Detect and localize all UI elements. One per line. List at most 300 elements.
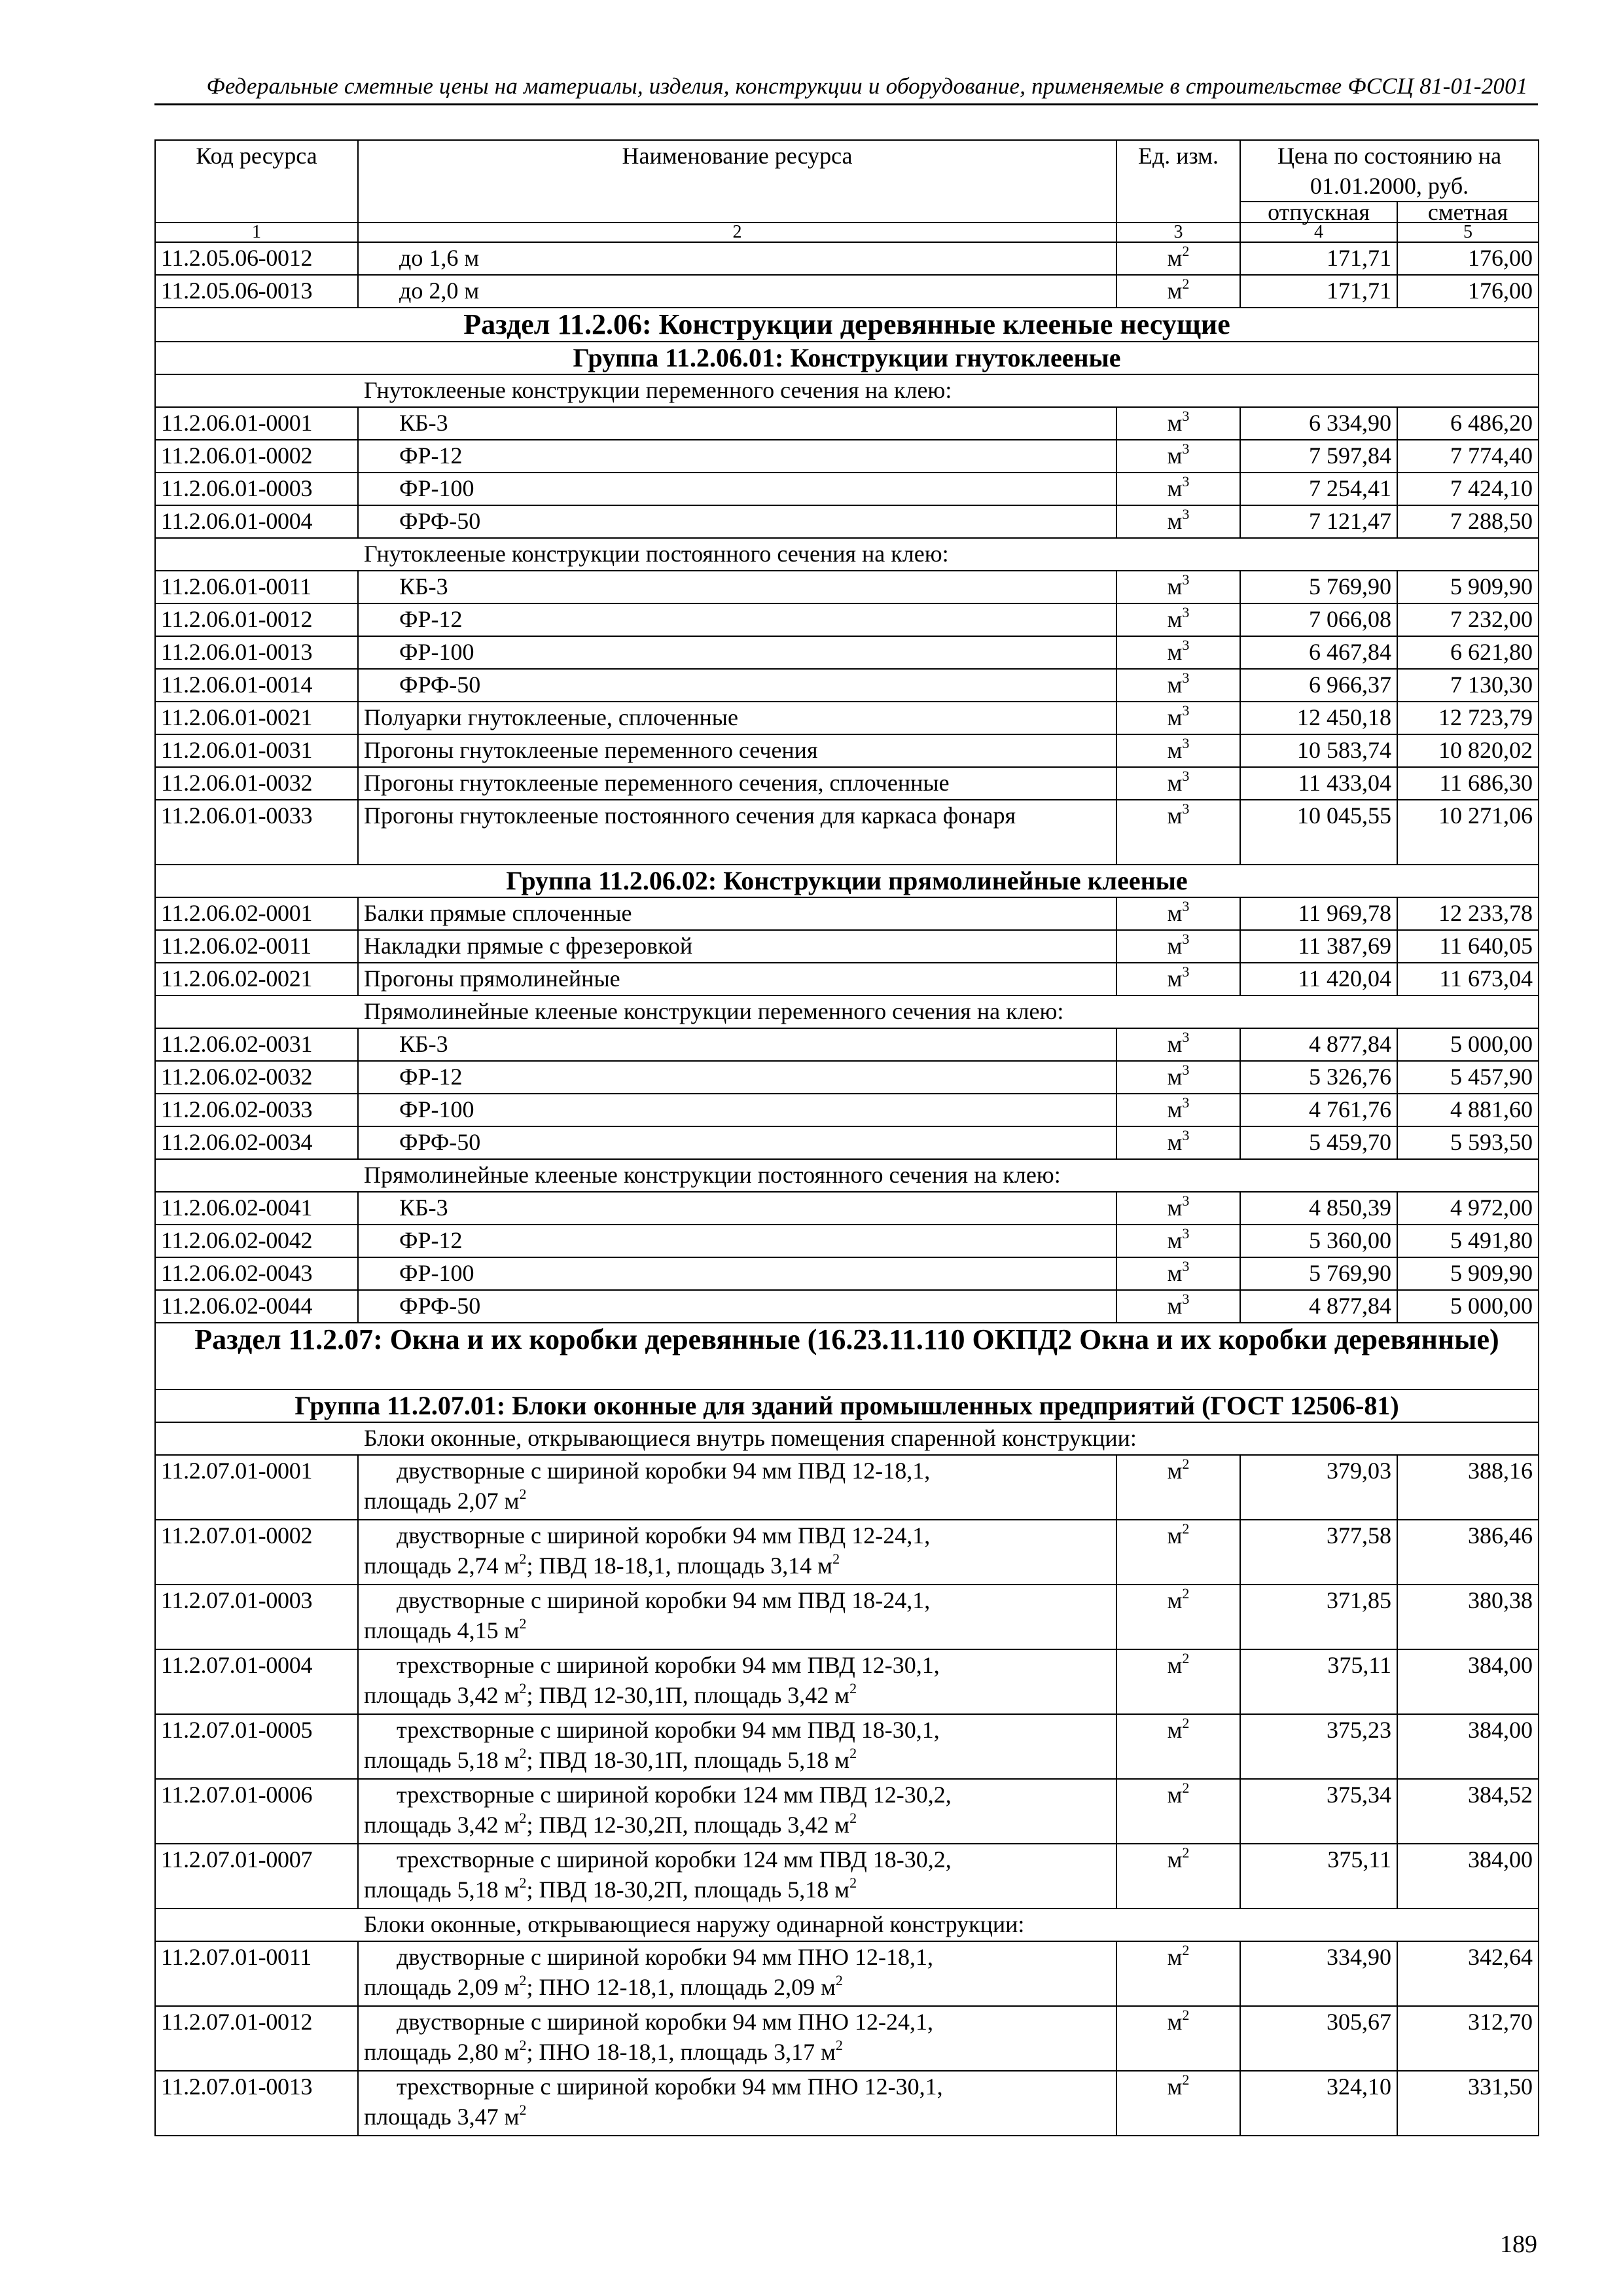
unit-exponent: 2 bbox=[519, 1874, 527, 1891]
unit: м bbox=[1167, 410, 1183, 436]
unit-exponent: 2 bbox=[519, 1745, 527, 1761]
release-price: 377,58 bbox=[1240, 1520, 1397, 1585]
resource-code: 11.2.07.01-0007 bbox=[155, 1844, 358, 1909]
estimate-price: 331,50 bbox=[1397, 2071, 1539, 2136]
release-price: 6 467,84 bbox=[1240, 636, 1397, 669]
resource-name bbox=[358, 1714, 1116, 1779]
resource-name: Прогоны гнутоклееные переменного сечения bbox=[358, 734, 1116, 767]
unit-cell bbox=[1116, 2071, 1240, 2136]
unit-exponent: 2 bbox=[1182, 1942, 1190, 1958]
unit: м bbox=[1167, 278, 1183, 304]
unit-exponent: 3 bbox=[1182, 931, 1190, 947]
table-row bbox=[155, 473, 1539, 505]
table-row bbox=[155, 440, 1539, 473]
unit-exponent: 2 bbox=[519, 1551, 527, 1567]
resource-code: 11.2.06.02-0011 bbox=[155, 930, 358, 963]
estimate-price: 7 424,10 bbox=[1397, 473, 1539, 505]
resource-code: 11.2.07.01-0012 bbox=[155, 2006, 358, 2071]
resource-name-line1: трехстворные с шириной коробки 124 мм ПВД 18-30,2, bbox=[397, 1846, 952, 1873]
estimate-price: 10 271,06 bbox=[1397, 800, 1539, 865]
subgroup-title: Блоки оконные, открывающиеся внутрь помещения спаренной конструкции: bbox=[155, 1422, 1539, 1455]
unit-cell bbox=[1116, 1941, 1240, 2006]
table-row bbox=[155, 242, 1539, 275]
resource-code: 11.2.06.02-0021 bbox=[155, 963, 358, 996]
release-price: 10 045,55 bbox=[1240, 800, 1397, 865]
unit-exponent: 3 bbox=[1182, 604, 1190, 620]
release-price: 5 326,76 bbox=[1240, 1061, 1397, 1094]
estimate-price: 4 881,60 bbox=[1397, 1094, 1539, 1126]
estimate-price: 5 457,90 bbox=[1397, 1061, 1539, 1094]
estimate-price: 11 686,30 bbox=[1397, 767, 1539, 800]
resource-name bbox=[358, 1520, 1116, 1585]
resource-name-line1: двустворные с шириной коробки 94 мм ПНО 12-24,1, bbox=[397, 2009, 934, 2035]
unit-exponent: 2 bbox=[1182, 243, 1190, 259]
unit-cell bbox=[1116, 669, 1240, 702]
resource-code: 11.2.06.02-0041 bbox=[155, 1192, 358, 1225]
resource-code: 11.2.07.01-0013 bbox=[155, 2071, 358, 2136]
resource-name-line1: трехстворные с шириной коробки 94 мм ПНО 12-30,1, bbox=[397, 2073, 943, 2100]
estimate-price: 12 723,79 bbox=[1397, 702, 1539, 734]
resource-code: 11.2.06.02-0043 bbox=[155, 1257, 358, 1290]
unit: м bbox=[1167, 802, 1183, 829]
column-number: 4 bbox=[1240, 223, 1397, 242]
table-row bbox=[155, 2006, 1539, 2071]
resource-name: КБ-3 bbox=[358, 407, 1116, 440]
unit: м bbox=[1167, 606, 1183, 632]
resource-name-line1: двустворные с шириной коробки 94 мм ПВД 12-24,1, bbox=[397, 1522, 931, 1549]
resource-name: КБ-3 bbox=[358, 1192, 1116, 1225]
unit-exponent: 3 bbox=[1182, 440, 1190, 457]
unit-exponent: 2 bbox=[849, 1680, 857, 1696]
estimate-price: 384,00 bbox=[1397, 1714, 1539, 1779]
table-row bbox=[155, 1520, 1539, 1585]
resource-name bbox=[358, 2071, 1116, 2136]
unit-exponent: 3 bbox=[1182, 571, 1190, 588]
resource-code: 11.2.06.02-0033 bbox=[155, 1094, 358, 1126]
resource-name: ФР-100 bbox=[358, 636, 1116, 669]
unit-exponent: 3 bbox=[1182, 800, 1190, 817]
resource-name: ФР-100 bbox=[358, 473, 1116, 505]
unit-exponent: 2 bbox=[1182, 2007, 1190, 2023]
unit: м bbox=[1167, 1458, 1183, 1484]
table-row bbox=[155, 1779, 1539, 1844]
group-title: Группа 11.2.07.01: Блоки оконные для зданий промышленных предприятий (ГОСТ 12506-81) bbox=[155, 1390, 1539, 1422]
estimate-price: 7 288,50 bbox=[1397, 505, 1539, 538]
unit-cell bbox=[1116, 1585, 1240, 1649]
resource-name bbox=[358, 1649, 1116, 1714]
resource-name: ФР-100 bbox=[358, 1257, 1116, 1290]
header-unit: Ед. изм. bbox=[1116, 140, 1240, 223]
unit-exponent: 3 bbox=[1182, 963, 1190, 980]
resource-name: Прогоны гнутоклееные переменного сечения, сплоченные bbox=[358, 767, 1116, 800]
resource-name bbox=[358, 1585, 1116, 1649]
unit-cell bbox=[1116, 963, 1240, 996]
subgroup-title-row bbox=[155, 1909, 1539, 1941]
unit: м bbox=[1167, 1944, 1183, 1970]
estimate-price: 5 909,90 bbox=[1397, 1257, 1539, 1290]
unit-exponent: 2 bbox=[1182, 1780, 1190, 1796]
header-release-price: отпускная bbox=[1240, 202, 1397, 223]
unit-cell bbox=[1116, 897, 1240, 930]
resource-name-line2: площадь 5,18 м bbox=[364, 1747, 520, 1773]
unit-cell bbox=[1116, 1649, 1240, 1714]
header-code: Код ресурса bbox=[155, 140, 358, 223]
unit: м bbox=[1167, 1260, 1183, 1286]
resource-code: 11.2.06.02-0034 bbox=[155, 1126, 358, 1159]
resource-code: 11.2.07.01-0001 bbox=[155, 1455, 358, 1520]
resource-code: 11.2.05.06-0012 bbox=[155, 242, 358, 275]
release-price: 7 254,41 bbox=[1240, 473, 1397, 505]
table-row bbox=[155, 1941, 1539, 2006]
resource-name: ФРФ-50 bbox=[358, 1290, 1116, 1323]
unit-exponent: 2 bbox=[849, 1874, 857, 1891]
resource-name-line2-cont: ; ПВД 18-30,1П, площадь 5,18 м bbox=[526, 1747, 850, 1773]
unit-cell bbox=[1116, 636, 1240, 669]
estimate-price: 384,00 bbox=[1397, 1649, 1539, 1714]
unit: м bbox=[1167, 475, 1183, 501]
resource-name-line1: двустворные с шириной коробки 94 мм ПВД 12-18,1, bbox=[397, 1458, 931, 1484]
subgroup-title-row bbox=[155, 996, 1539, 1028]
resource-name-line2: площадь 3,47 м bbox=[364, 2104, 520, 2130]
unit-exponent: 2 bbox=[519, 1810, 527, 1826]
estimate-price: 5 593,50 bbox=[1397, 1126, 1539, 1159]
table-row bbox=[155, 1649, 1539, 1714]
resource-code: 11.2.07.01-0011 bbox=[155, 1941, 358, 2006]
resource-code: 11.2.06.01-0031 bbox=[155, 734, 358, 767]
resource-name-line2: площадь 5,18 м bbox=[364, 1876, 520, 1903]
resource-name bbox=[358, 2006, 1116, 2071]
resource-name bbox=[358, 1779, 1116, 1844]
unit: м bbox=[1167, 1293, 1183, 1319]
unit: м bbox=[1167, 2009, 1183, 2035]
resource-name-line1: трехстворные с шириной коробки 94 мм ПВД 12-30,1, bbox=[397, 1652, 940, 1678]
unit-exponent: 3 bbox=[1182, 735, 1190, 751]
release-price: 371,85 bbox=[1240, 1585, 1397, 1649]
unit-cell bbox=[1116, 1844, 1240, 1909]
resource-code: 11.2.06.02-0001 bbox=[155, 897, 358, 930]
unit: м bbox=[1167, 900, 1183, 926]
column-number: 5 bbox=[1397, 223, 1539, 242]
unit-cell bbox=[1116, 1061, 1240, 1094]
estimate-price: 380,38 bbox=[1397, 1585, 1539, 1649]
release-price: 11 969,78 bbox=[1240, 897, 1397, 930]
resource-name-line2-cont: ; ПВД 18-18,1, площадь 3,14 м bbox=[526, 1552, 833, 1579]
price-table bbox=[154, 139, 1539, 2136]
table-row bbox=[155, 1061, 1539, 1094]
release-price: 4 850,39 bbox=[1240, 1192, 1397, 1225]
release-price: 7 066,08 bbox=[1240, 603, 1397, 636]
resource-code: 11.2.07.01-0003 bbox=[155, 1585, 358, 1649]
unit-exponent: 2 bbox=[835, 2037, 843, 2053]
estimate-price: 342,64 bbox=[1397, 1941, 1539, 2006]
unit-exponent: 3 bbox=[1182, 1127, 1190, 1143]
unit-cell bbox=[1116, 603, 1240, 636]
estimate-price: 384,52 bbox=[1397, 1779, 1539, 1844]
resource-name: ФР-12 bbox=[358, 440, 1116, 473]
unit-exponent: 2 bbox=[1182, 1715, 1190, 1731]
unit-exponent: 3 bbox=[1182, 768, 1190, 784]
unit-exponent: 2 bbox=[519, 2102, 527, 2118]
release-price: 7 597,84 bbox=[1240, 440, 1397, 473]
estimate-price: 176,00 bbox=[1397, 242, 1539, 275]
table-row bbox=[155, 1126, 1539, 1159]
estimate-price: 7 130,30 bbox=[1397, 669, 1539, 702]
resource-name-line1: трехстворные с шириной коробки 94 мм ПВД 18-30,1, bbox=[397, 1717, 940, 1743]
unit-exponent: 2 bbox=[519, 1615, 527, 1632]
table-row bbox=[155, 571, 1539, 603]
unit: м bbox=[1167, 737, 1183, 763]
group-title: Группа 11.2.06.01: Конструкции гнутоклееные bbox=[155, 342, 1539, 374]
resource-code: 11.2.06.01-0011 bbox=[155, 571, 358, 603]
unit-cell bbox=[1116, 440, 1240, 473]
resource-name-line2: площадь 2,07 м bbox=[364, 1488, 520, 1514]
subgroup-title: Прямолинейные клееные конструкции постоянного сечения на клею: bbox=[155, 1159, 1539, 1192]
resource-code: 11.2.06.01-0033 bbox=[155, 800, 358, 865]
unit-cell bbox=[1116, 1257, 1240, 1290]
resource-name-line2: площадь 4,15 м bbox=[364, 1617, 520, 1643]
resource-name: ФР-12 bbox=[358, 603, 1116, 636]
price-table-body bbox=[155, 223, 1539, 2136]
unit-exponent: 2 bbox=[519, 2037, 527, 2053]
table-row bbox=[155, 897, 1539, 930]
unit: м bbox=[1167, 245, 1183, 271]
resource-code: 11.2.06.01-0012 bbox=[155, 603, 358, 636]
release-price: 4 877,84 bbox=[1240, 1290, 1397, 1323]
unit: м bbox=[1167, 1717, 1183, 1743]
unit-exponent: 2 bbox=[519, 1680, 527, 1696]
unit-exponent: 3 bbox=[1182, 1029, 1190, 1045]
release-price: 6 966,37 bbox=[1240, 669, 1397, 702]
resource-code: 11.2.06.01-0014 bbox=[155, 669, 358, 702]
unit-exponent: 3 bbox=[1182, 898, 1190, 914]
unit-exponent: 2 bbox=[835, 1972, 843, 1988]
section-title: Раздел 11.2.07: Окна и их коробки деревянные (16.23.11.110 ОКПД2 Окна и их коробки деревянные) bbox=[155, 1323, 1539, 1390]
unit-exponent: 2 bbox=[1182, 1520, 1190, 1537]
release-price: 324,10 bbox=[1240, 2071, 1397, 2136]
estimate-price: 5 000,00 bbox=[1397, 1290, 1539, 1323]
resource-name: Балки прямые сплоченные bbox=[358, 897, 1116, 930]
unit-exponent: 3 bbox=[1182, 473, 1190, 490]
resource-code: 11.2.06.02-0042 bbox=[155, 1225, 358, 1257]
table-row bbox=[155, 1714, 1539, 1779]
resource-name-line2-cont: ; ПВД 12-30,2П, площадь 3,42 м bbox=[526, 1812, 850, 1838]
group-title: Группа 11.2.06.02: Конструкции прямолинейные клееные bbox=[155, 865, 1539, 897]
resource-code: 11.2.07.01-0004 bbox=[155, 1649, 358, 1714]
resource-name-line2-cont: ; ПВД 12-30,1П, площадь 3,42 м bbox=[526, 1682, 850, 1708]
unit-exponent: 2 bbox=[1182, 1585, 1190, 1602]
estimate-price: 6 621,80 bbox=[1397, 636, 1539, 669]
unit: м bbox=[1167, 965, 1183, 992]
resource-name-line2-cont: ; ПНО 12-18,1, площадь 2,09 м bbox=[526, 1974, 836, 2000]
estimate-price: 6 486,20 bbox=[1397, 407, 1539, 440]
group-title-row bbox=[155, 1390, 1539, 1422]
release-price: 171,71 bbox=[1240, 275, 1397, 308]
resource-code: 11.2.07.01-0006 bbox=[155, 1779, 358, 1844]
subgroup-title-row bbox=[155, 1159, 1539, 1192]
resource-code: 11.2.06.02-0044 bbox=[155, 1290, 358, 1323]
estimate-price: 384,00 bbox=[1397, 1844, 1539, 1909]
unit: м bbox=[1167, 2073, 1183, 2100]
release-price: 4 761,76 bbox=[1240, 1094, 1397, 1126]
release-price: 5 360,00 bbox=[1240, 1225, 1397, 1257]
subgroup-title-row bbox=[155, 538, 1539, 571]
unit: м bbox=[1167, 442, 1183, 469]
unit: м bbox=[1167, 933, 1183, 959]
resource-name-line2: площадь 2,09 м bbox=[364, 1974, 520, 2000]
subgroup-title: Прямолинейные клееные конструкции переменного сечения на клею: bbox=[155, 996, 1539, 1028]
column-number: 1 bbox=[155, 223, 358, 242]
resource-code: 11.2.06.01-0003 bbox=[155, 473, 358, 505]
estimate-price: 12 233,78 bbox=[1397, 897, 1539, 930]
unit-cell bbox=[1116, 734, 1240, 767]
resource-code: 11.2.06.01-0002 bbox=[155, 440, 358, 473]
table-row bbox=[155, 603, 1539, 636]
unit-cell bbox=[1116, 1520, 1240, 1585]
estimate-price: 5 491,80 bbox=[1397, 1225, 1539, 1257]
section-title-row bbox=[155, 308, 1539, 342]
release-price: 7 121,47 bbox=[1240, 505, 1397, 538]
subgroup-title: Гнутоклееные конструкции постоянного сечения на клею: bbox=[155, 538, 1539, 571]
unit: м bbox=[1167, 1129, 1183, 1155]
resource-name: до 1,6 м bbox=[358, 242, 1116, 275]
unit: м bbox=[1167, 1782, 1183, 1808]
resource-name: ФР-100 bbox=[358, 1094, 1116, 1126]
table-row bbox=[155, 636, 1539, 669]
unit-cell bbox=[1116, 1779, 1240, 1844]
table-row bbox=[155, 1455, 1539, 1520]
unit-cell bbox=[1116, 1192, 1240, 1225]
unit-exponent: 3 bbox=[1182, 1291, 1190, 1307]
unit-cell bbox=[1116, 242, 1240, 275]
resource-name: ФРФ-50 bbox=[358, 505, 1116, 538]
subgroup-title-row bbox=[155, 374, 1539, 407]
resource-name: Прогоны прямолинейные bbox=[358, 963, 1116, 996]
estimate-price: 176,00 bbox=[1397, 275, 1539, 308]
table-row bbox=[155, 1028, 1539, 1061]
table-row bbox=[155, 1257, 1539, 1290]
unit-cell bbox=[1116, 702, 1240, 734]
unit-cell bbox=[1116, 2006, 1240, 2071]
release-price: 5 769,90 bbox=[1240, 571, 1397, 603]
unit-exponent: 2 bbox=[1182, 2072, 1190, 2088]
table-row bbox=[155, 767, 1539, 800]
unit-exponent: 3 bbox=[1182, 408, 1190, 424]
table-row bbox=[155, 734, 1539, 767]
unit-exponent: 3 bbox=[1182, 670, 1190, 686]
unit: м bbox=[1167, 1652, 1183, 1678]
unit-exponent: 3 bbox=[1182, 1225, 1190, 1242]
section-title-row bbox=[155, 1323, 1539, 1390]
resource-name: Полуарки гнутоклееные, сплоченные bbox=[358, 702, 1116, 734]
subgroup-title: Гнутоклееные конструкции переменного сечения на клею: bbox=[155, 374, 1539, 407]
resource-code: 11.2.05.06-0013 bbox=[155, 275, 358, 308]
estimate-price: 7 232,00 bbox=[1397, 603, 1539, 636]
unit-cell bbox=[1116, 1225, 1240, 1257]
header-rule bbox=[154, 103, 1538, 105]
release-price: 375,11 bbox=[1240, 1844, 1397, 1909]
release-price: 305,67 bbox=[1240, 2006, 1397, 2071]
resource-name-line2: площадь 3,42 м bbox=[364, 1812, 520, 1838]
unit-cell bbox=[1116, 1028, 1240, 1061]
resource-name: КБ-3 bbox=[358, 571, 1116, 603]
estimate-price: 4 972,00 bbox=[1397, 1192, 1539, 1225]
header-price-group: Цена по состоянию на 01.01.2000, руб. bbox=[1240, 140, 1539, 202]
release-price: 334,90 bbox=[1240, 1941, 1397, 2006]
resource-name-line2-cont: ; ПНО 18-18,1, площадь 3,17 м bbox=[526, 2039, 836, 2065]
unit-cell bbox=[1116, 930, 1240, 963]
resource-code: 11.2.06.02-0032 bbox=[155, 1061, 358, 1094]
unit: м bbox=[1167, 672, 1183, 698]
estimate-price: 10 820,02 bbox=[1397, 734, 1539, 767]
table-row bbox=[155, 2071, 1539, 2136]
column-number: 3 bbox=[1116, 223, 1240, 242]
unit-cell bbox=[1116, 571, 1240, 603]
table-row bbox=[155, 702, 1539, 734]
release-price: 375,11 bbox=[1240, 1649, 1397, 1714]
unit: м bbox=[1167, 573, 1183, 600]
table-row bbox=[155, 275, 1539, 308]
running-head: Федеральные сметные цены на материалы, изделия, конструкции и оборудование, применяемые в строительстве ФССЦ 81-01-2001 bbox=[206, 73, 1528, 99]
column-number-row bbox=[155, 223, 1539, 242]
resource-name bbox=[358, 1455, 1116, 1520]
resource-name-line1: двустворные с шириной коробки 94 мм ПВД 18-24,1, bbox=[397, 1587, 931, 1613]
resource-code: 11.2.07.01-0002 bbox=[155, 1520, 358, 1585]
unit-exponent: 3 bbox=[1182, 1094, 1190, 1111]
unit-cell bbox=[1116, 1290, 1240, 1323]
unit-cell bbox=[1116, 1455, 1240, 1520]
resource-name-line2: площадь 2,74 м bbox=[364, 1552, 520, 1579]
table-row bbox=[155, 1225, 1539, 1257]
unit: м bbox=[1167, 770, 1183, 796]
table-row bbox=[155, 930, 1539, 963]
unit-cell bbox=[1116, 1094, 1240, 1126]
table-row bbox=[155, 1290, 1539, 1323]
estimate-price: 312,70 bbox=[1397, 2006, 1539, 2071]
release-price: 4 877,84 bbox=[1240, 1028, 1397, 1061]
header-name: Наименование ресурса bbox=[358, 140, 1116, 223]
release-price: 12 450,18 bbox=[1240, 702, 1397, 734]
resource-name: ФРФ-50 bbox=[358, 669, 1116, 702]
release-price: 5 769,90 bbox=[1240, 1257, 1397, 1290]
unit-cell bbox=[1116, 800, 1240, 865]
estimate-price: 11 673,04 bbox=[1397, 963, 1539, 996]
resource-name bbox=[358, 1941, 1116, 2006]
unit-cell bbox=[1116, 407, 1240, 440]
release-price: 6 334,90 bbox=[1240, 407, 1397, 440]
release-price: 379,03 bbox=[1240, 1455, 1397, 1520]
resource-name-line2: площадь 2,80 м bbox=[364, 2039, 520, 2065]
unit-cell bbox=[1116, 505, 1240, 538]
table-row bbox=[155, 407, 1539, 440]
estimate-price: 11 640,05 bbox=[1397, 930, 1539, 963]
unit-exponent: 2 bbox=[849, 1745, 857, 1761]
release-price: 5 459,70 bbox=[1240, 1126, 1397, 1159]
release-price: 375,23 bbox=[1240, 1714, 1397, 1779]
table-row bbox=[155, 505, 1539, 538]
resource-name-line1: трехстворные с шириной коробки 124 мм ПВД 12-30,2, bbox=[397, 1782, 952, 1808]
table-row bbox=[155, 963, 1539, 996]
resource-name-line2-cont: ; ПВД 18-30,2П, площадь 5,18 м bbox=[526, 1876, 850, 1903]
page-number: 189 bbox=[1500, 2231, 1537, 2258]
resource-name-line2: площадь 3,42 м bbox=[364, 1682, 520, 1708]
unit-exponent: 2 bbox=[849, 1810, 857, 1826]
estimate-price: 5 909,90 bbox=[1397, 571, 1539, 603]
resource-name: ФР-12 bbox=[358, 1061, 1116, 1094]
resource-name: ФРФ-50 bbox=[358, 1126, 1116, 1159]
unit: м bbox=[1167, 639, 1183, 665]
column-number: 2 bbox=[358, 223, 1116, 242]
unit-cell bbox=[1116, 1126, 1240, 1159]
